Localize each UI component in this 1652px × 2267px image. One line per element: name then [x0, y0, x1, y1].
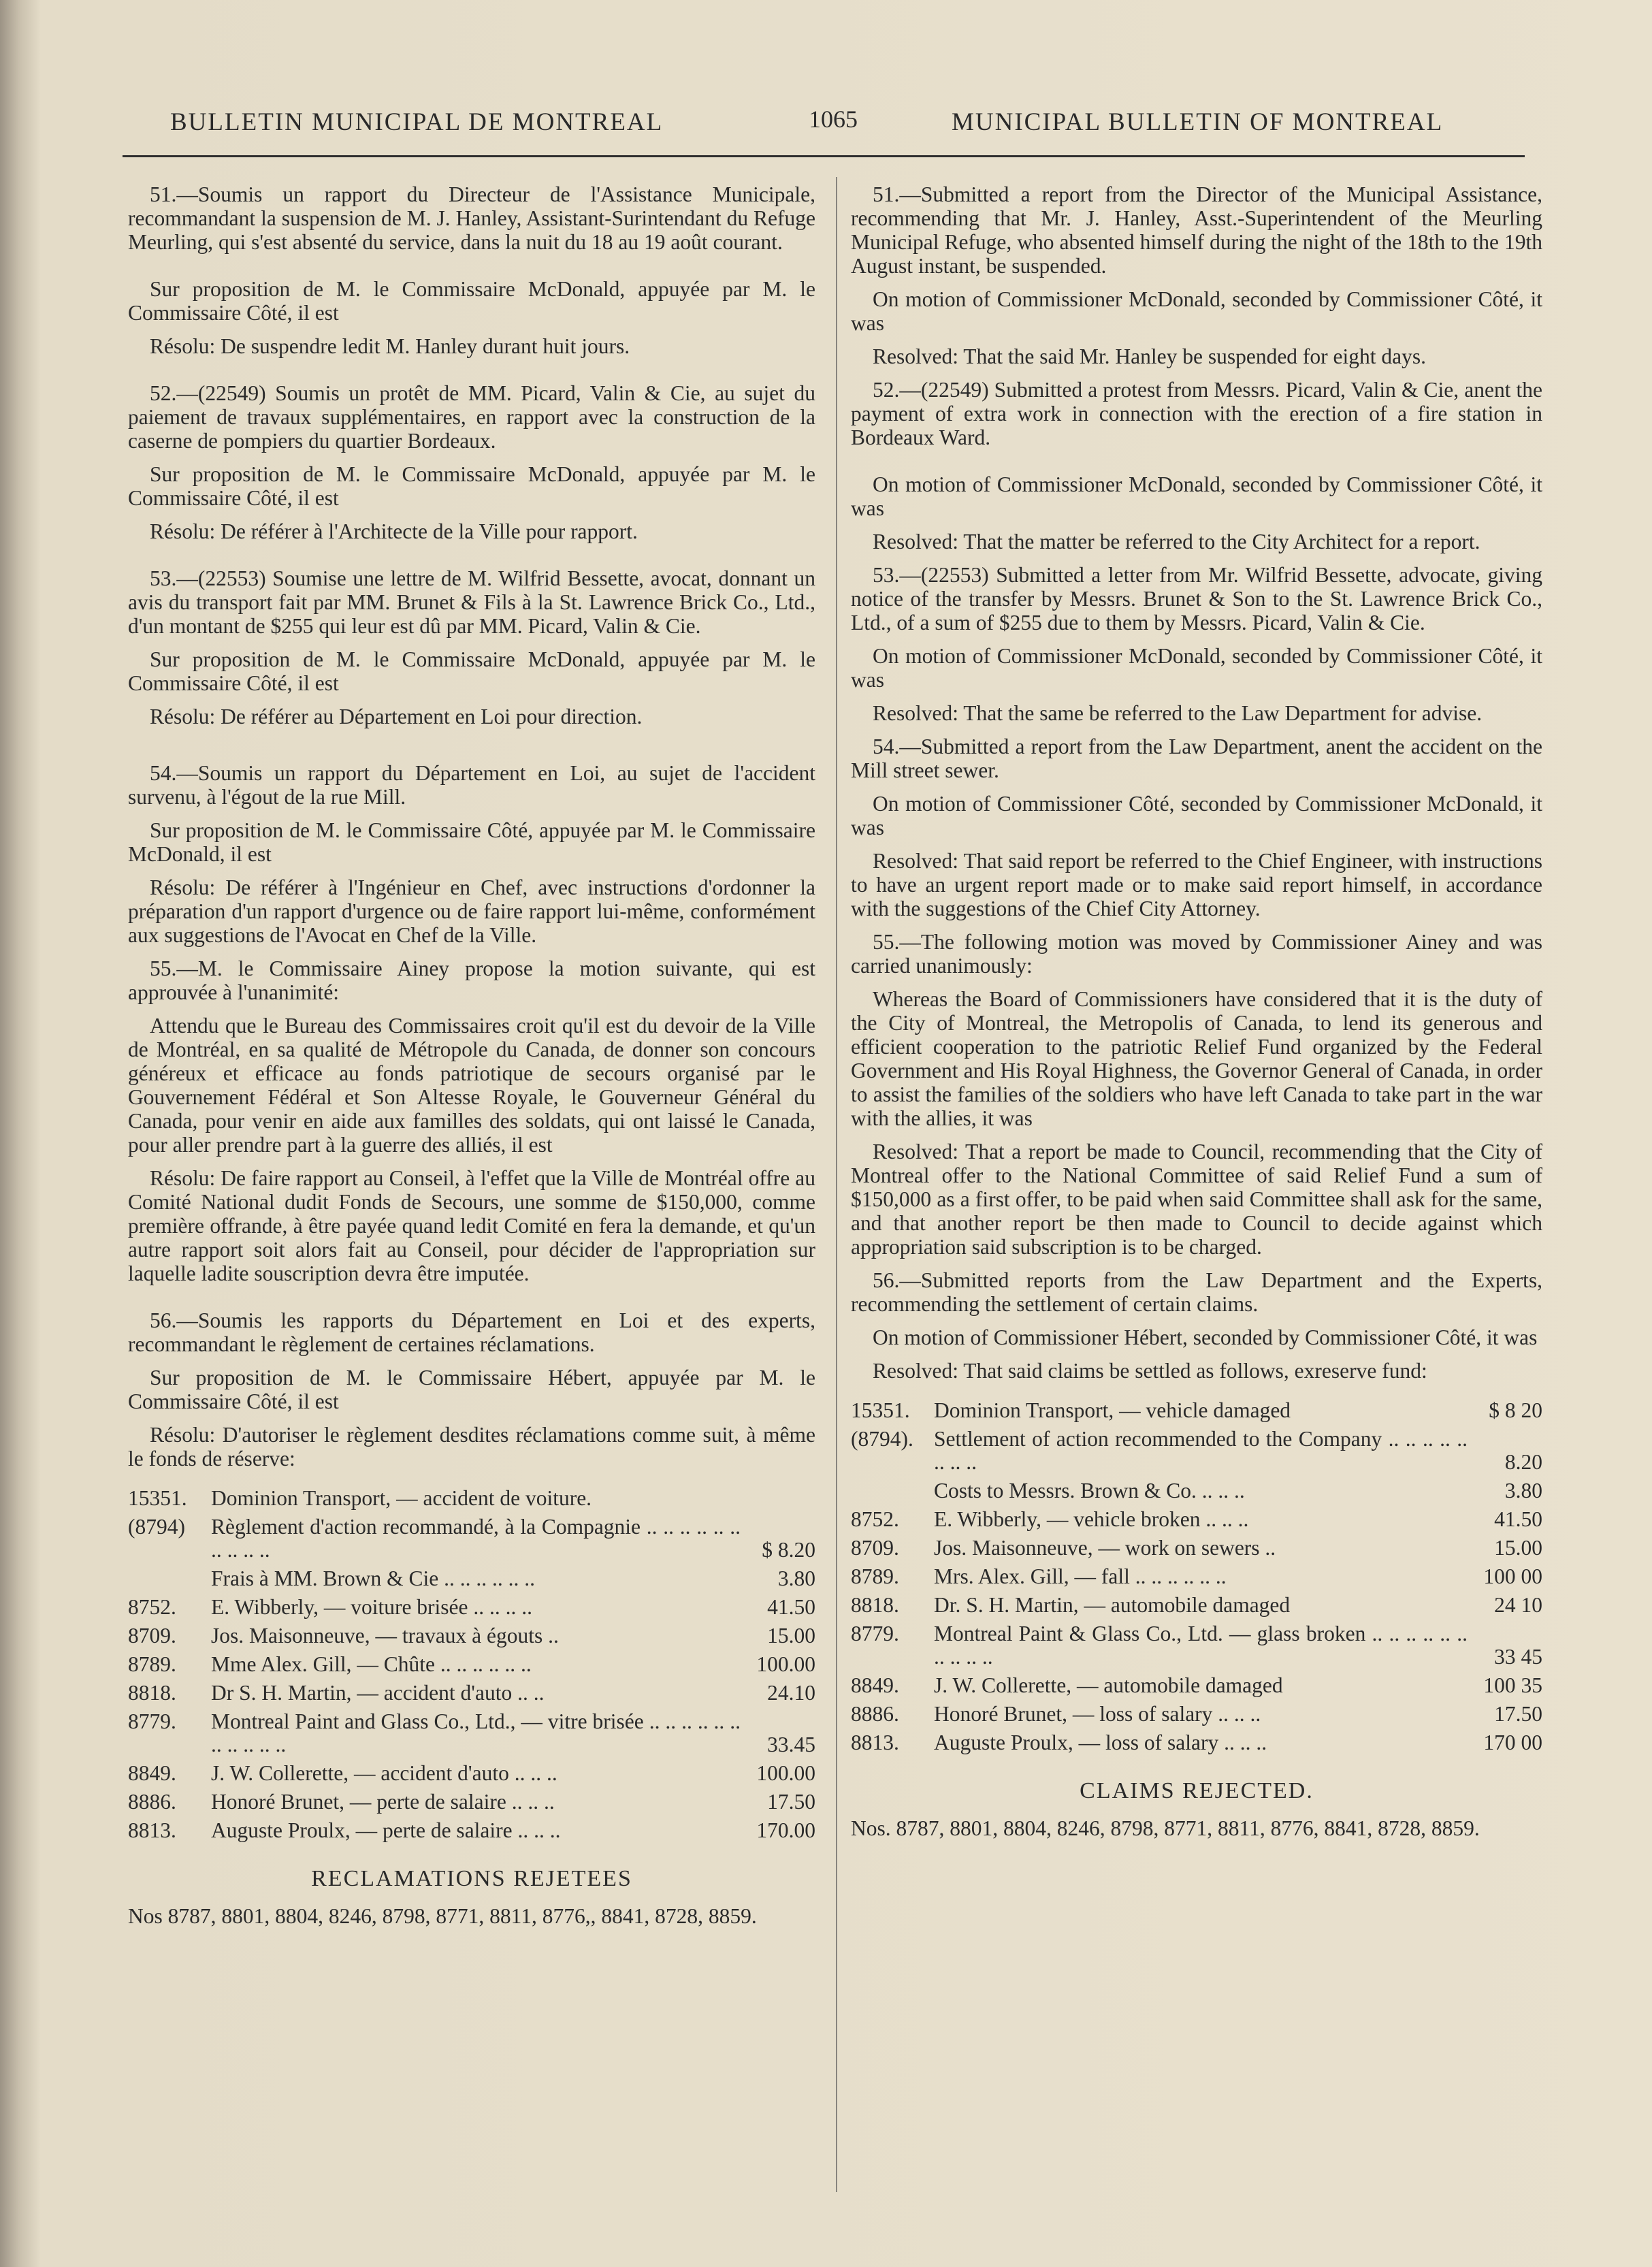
motion-56-fr: Sur proposition de M. le Commissaire Hébert, appuyée par M. le Commissaire Côté, il est [128, 1366, 815, 1413]
whereas-55-fr: Attendu que le Bureau des Commissaires croit qu'il est du devoir de la Ville de Montréal, en sa qualité de Métropole du Canada, de donner son concours généreux et efficace au fonds patriotique de secours organisé par le Gouvernement Fédéral et Son Altesse Royale, le Gouverneur Général du Canada, pour venir en aide aux familles des soldats, qui ont laissé le Canada, pour aller prendre part à la guerre des alliés, il est [128, 1014, 815, 1157]
claim-amount: 100 00 [1483, 1564, 1542, 1588]
claim-number: 8813. [851, 1731, 899, 1754]
claim-row [851, 1507, 1542, 1535]
claim-number: (8794) [128, 1515, 185, 1539]
motion-51-fr: Sur proposition de M. le Commissaire McDonald, appuyée par M. le Commissaire Côté, il est [128, 277, 815, 325]
claim-number: 8752. [851, 1507, 899, 1531]
claim-row [851, 1564, 1542, 1592]
claim-number: 8849. [851, 1673, 899, 1697]
claim-number [128, 1566, 211, 1594]
item-52-fr: 52.—(22549) Soumis un protêt de MM. Picard, Valin & Cie, au sujet du paiement de travaux supplémentaires, en rapport avec la construction de la caserne de pompiers du quartier Bordeaux. [128, 381, 815, 453]
claim-number: 8789. [128, 1652, 176, 1676]
resolution-54-fr: Résolu: De référer à l'Ingénieur en Chef, avec instructions d'ordonner la préparation d'un rapport d'urgence ou de faire rapport lui-même, conformément aux suggestions de l'Avocat en Chef de la Ville. [128, 875, 815, 947]
claim-number: 8886. [128, 1790, 176, 1814]
rejected-claims-heading-en: CLAIMS REJECTED. [1080, 1778, 1314, 1803]
claim-description: Auguste Proulx, — perte de salaire .. .. .. [211, 1818, 561, 1842]
claim-description: Settlement of action recommended to the Company .. .. .. .. .. .. .. .. [934, 1427, 1468, 1474]
claim-description: Mrs. Alex. Gill, — fall .. .. .. .. .. .. [934, 1564, 1227, 1588]
resolution-51-fr: Résolu: De suspendre ledit M. Hanley durant huit jours. [150, 334, 630, 358]
item-53-en: 53.—(22553) Submitted a letter from Mr. Wilfrid Bessette, advocate, giving notice of the transfer by Messrs. Brunet & Son to the St. Lawrence Brick Co., Ltd., of a sum of $255 due to them by Messrs. Picard, Valin & Cie. [851, 563, 1542, 634]
resolution-55-en: Resolved: That a report be made to Council, recommending that the City of Montreal offer to the National Committee of said Relief Fund a sum of $150,000 as a first offer, to be paid when said Committee shall ask for the same, and that another report be then made to Council to decide against which appropriation said subscription is to be charged. [851, 1140, 1542, 1259]
resolution-52-fr: Résolu: De référer à l'Architecte de la Ville pour rapport. [150, 519, 638, 543]
claim-amount: 8.20 [1504, 1450, 1542, 1474]
claim-amount: 17.50 [1494, 1702, 1542, 1726]
motion-54-fr: Sur proposition de M. le Commissaire Côté, appuyée par M. le Commissaire McDonald, il est [128, 818, 815, 866]
claim-description: Règlement d'action recommandé, à la Compagnie .. .. .. .. .. .. .. .. .. .. [211, 1515, 741, 1562]
claim-description: Montreal Paint and Glass Co., Ltd., — vitre brisée .. .. .. .. .. .. .. .. .. .. .. [211, 1709, 741, 1756]
claim-description: Mme Alex. Gill, — Chûte .. .. .. .. .. .. [211, 1652, 532, 1676]
claim-number: 8779. [851, 1622, 899, 1645]
claim-description: Dr. S. H. Martin, — automobile damaged [934, 1593, 1291, 1617]
motion-52-en: On motion of Commissioner McDonald, seconded by Commissioner Côté, it was [851, 472, 1542, 520]
claim-row [128, 1566, 815, 1594]
claim-row [851, 1398, 1542, 1426]
rejected-claims-heading-fr: RECLAMATIONS REJETEES [311, 1866, 632, 1891]
resolution-53-en: Resolved: That the same be referred to the Law Department for advise. [873, 701, 1483, 725]
claim-number: 8849. [128, 1761, 176, 1785]
page-header [0, 108, 1652, 148]
item-55-fr: 55.—M. le Commissaire Ainey propose la motion suivante, qui est approuvée à l'unanimité: [128, 956, 815, 1004]
claim-row [128, 1623, 815, 1652]
motion-51-en: On motion of Commissioner McDonald, seconded by Commissioner Côté, it was [851, 287, 1542, 335]
claim-amount: 24.10 [767, 1681, 815, 1705]
english-column [851, 182, 1542, 1840]
claim-amount: 33.45 [767, 1733, 815, 1756]
claim-number: 8813. [128, 1818, 176, 1842]
page-number: 1065 [809, 106, 858, 133]
item-51-fr: 51.—Soumis un rapport du Directeur de l'Assistance Municipale, recommandant la suspension de M. J. Hanley, Assistant-Surintendant du Refuge Meurling, qui s'est absenté du service, dans la nuit du 18 au 19 août courant. [128, 182, 815, 254]
resolution-53-fr: Résolu: De référer au Département en Loi pour direction. [150, 705, 643, 728]
claim-description: Montreal Paint & Glass Co., Ltd. — glass broken .. .. .. .. .. .. .. .. .. .. [934, 1622, 1468, 1669]
item-55-en: 55.—The following motion was moved by Commissioner Ainey and was carried unanimously: [851, 930, 1542, 978]
claim-amount: 3.80 [777, 1566, 815, 1590]
claim-row [128, 1680, 815, 1709]
item-56-fr: 56.—Soumis les rapports du Département en Loi et des experts, recommandant le règlement de certaines réclamations. [128, 1308, 815, 1356]
claim-amount: 41.50 [767, 1595, 815, 1619]
motion-53-fr: Sur proposition de M. le Commissaire McDonald, appuyée par M. le Commissaire Côté, il est [128, 647, 815, 695]
claim-number: 8789. [851, 1564, 899, 1588]
claim-row [851, 1592, 1542, 1621]
claim-description: Honoré Brunet, — loss of salary .. .. .. [934, 1702, 1261, 1726]
whereas-55-en: Whereas the Board of Commissioners have considered that it is the duty of the City of Montreal, the Metropolis of Canada, to lend its generous and efficient cooperation to the patriotic Relief Fund organized by the Federal Government and His Royal Highness, the Governor General of Canada, in order to assist the families of the soldiers who have left Canada to take part in the war with the allies, it was [851, 987, 1542, 1130]
claim-amount: 15.00 [767, 1624, 815, 1647]
item-54-fr: 54.—Soumis un rapport du Département en Loi, au sujet de l'accident survenu, à l'égout de la rue Mill. [128, 761, 815, 809]
item-54-en: 54.—Submitted a report from the Law Department, anent the accident on the Mill street sewer. [851, 735, 1542, 782]
item-56-en: 56.—Submitted reports from the Law Department and the Experts, recommending the settlement of certain claims. [851, 1268, 1542, 1316]
header-rule [123, 155, 1525, 157]
claim-number: 8752. [128, 1595, 176, 1619]
claim-number: 8886. [851, 1702, 899, 1726]
rejected-claims-list-fr: Nos 8787, 8801, 8804, 8246, 8798, 8771, 8811, 8776,, 8841, 8728, 8859. [128, 1904, 757, 1928]
claim-description: J. W. Collerette, — automobile damaged [934, 1673, 1283, 1697]
claim-description: J. W. Collerette, — accident d'auto .. .. .. [211, 1761, 557, 1785]
header-title-english: MUNICIPAL BULLETIN OF MONTREAL [952, 108, 1444, 136]
claim-amount: 17.50 [767, 1790, 815, 1814]
claim-description: E. Wibberly, — vehicle broken .. .. .. [934, 1507, 1249, 1531]
claim-description: Dominion Transport, — accident de voiture. [211, 1486, 592, 1510]
item-52-en: 52.—(22549) Submitted a protest from Messrs. Picard, Valin & Cie, anent the payment of extra work in connection with the erection of a fire station in Bordeaux Ward. [851, 378, 1542, 449]
motion-54-en: On motion of Commissioner Côté, seconded by Commissioner McDonald, it was [851, 792, 1542, 839]
claim-description: Dominion Transport, — vehicle damaged [934, 1398, 1291, 1422]
claim-description: Honoré Brunet, — perte de salaire .. .. .. [211, 1790, 555, 1814]
claim-row [128, 1514, 815, 1566]
claim-description: Costs to Messrs. Brown & Co. .. .. .. [934, 1479, 1245, 1502]
claim-row [128, 1818, 815, 1846]
claim-row [128, 1594, 815, 1623]
claim-description: Jos. Maisonneuve, — travaux à égouts .. [211, 1624, 559, 1647]
claim-number: 8709. [851, 1536, 899, 1560]
claim-row [128, 1760, 815, 1789]
claim-row [128, 1709, 815, 1760]
claim-number: 8709. [128, 1624, 176, 1647]
claim-row [851, 1426, 1542, 1478]
claim-amount: 41.50 [1494, 1507, 1542, 1531]
resolution-56-fr: Résolu: D'autoriser le règlement desdites réclamations comme suit, à même le fonds de réserve: [128, 1423, 815, 1470]
french-column [128, 182, 815, 1928]
claim-number: 15351. [128, 1486, 187, 1510]
claim-amount: 15.00 [1494, 1536, 1542, 1560]
claim-amount: $ 8 20 [1489, 1398, 1542, 1422]
motion-52-fr: Sur proposition de M. le Commissaire McDonald, appuyée par M. le Commissaire Côté, il est [128, 462, 815, 510]
motion-53-en: On motion of Commissioner McDonald, seconded by Commissioner Côté, it was [851, 644, 1542, 692]
claim-row [851, 1478, 1542, 1507]
claim-description: Auguste Proulx, — loss of salary .. .. .. [934, 1731, 1267, 1754]
claim-amount: 170.00 [756, 1818, 815, 1842]
claim-row [851, 1673, 1542, 1701]
claim-number: (8794). [851, 1427, 913, 1451]
claim-amount: 3.80 [1504, 1479, 1542, 1502]
resolution-54-en: Resolved: That said report be referred to the Chief Engineer, with instructions to have an urgent report made or to make said report himself, in accordance with the suggestions of the Chief City Attorney. [851, 849, 1542, 920]
claim-amount: $ 8.20 [762, 1538, 815, 1562]
claim-amount: 100.00 [756, 1761, 815, 1785]
rejected-claims-list-en: Nos. 8787, 8801, 8804, 8246, 8798, 8771, 8811, 8776, 8841, 8728, 8859. [851, 1816, 1480, 1840]
claim-description: Jos. Maisonneuve, — work on sewers .. [934, 1536, 1276, 1560]
claim-number: 8818. [851, 1593, 899, 1617]
resolution-56-en: Resolved: That said claims be settled as follows, exreserve fund: [873, 1359, 1427, 1383]
claim-amount: 170 00 [1483, 1731, 1542, 1754]
claim-amount: 33 45 [1494, 1645, 1542, 1669]
claim-number: 8818. [128, 1681, 176, 1705]
claim-number: 8779. [128, 1709, 176, 1733]
claims-table-en [851, 1398, 1542, 1758]
claim-number [851, 1478, 934, 1507]
claim-description: E. Wibberly, — voiture brisée .. .. .. .. [211, 1595, 533, 1619]
resolution-51-en: Resolved: That the said Mr. Hanley be suspended for eight days. [873, 344, 1427, 368]
claims-table-fr [128, 1485, 815, 1846]
claim-description: Dr S. H. Martin, — accident d'auto .. .. [211, 1681, 545, 1705]
item-51-en: 51.—Submitted a report from the Director of the Municipal Assistance, recommending that Mr. J. Hanley, Asst.-Superintendent of the Meurling Municipal Refuge, who absented himself during the night of the 18th to the 19th August instant, be suspended. [851, 182, 1542, 278]
column-divider [836, 177, 837, 2192]
claim-row [851, 1535, 1542, 1564]
item-53-fr: 53.—(22553) Soumise une lettre de M. Wilfrid Bessette, avocat, donnant un avis du transport fait par MM. Brunet & Fils à la St. Lawrence Brick Co., Ltd., d'un montant de $255 qui leur est dû par MM. Picard, Valin & Cie. [128, 566, 815, 638]
claim-row [851, 1701, 1542, 1730]
resolution-55-fr: Résolu: De faire rapport au Conseil, à l'effet que la Ville de Montréal offre au Comité National dudit Fonds de Secours, une somme de $150,000, comme première offrande, à être payée quand ledit Comité en fera la demande, et qu'un autre rapport soit alors fait au Conseil, pour décider de l'appropriation sur laquelle ladite souscription devra être imputée. [128, 1166, 815, 1285]
resolution-52-en: Resolved: That the matter be referred to the City Architect for a report. [873, 530, 1480, 553]
claim-row [851, 1621, 1542, 1673]
claim-row [128, 1485, 815, 1514]
claim-row [851, 1730, 1542, 1758]
claim-amount [741, 1485, 815, 1514]
claim-number: 15351. [851, 1398, 910, 1422]
header-title-french: BULLETIN MUNICIPAL DE MONTREAL [170, 108, 664, 136]
motion-56-en: On motion of Commissioner Hébert, seconded by Commissioner Côté, it was [873, 1325, 1538, 1349]
claim-description: Frais à MM. Brown & Cie .. .. .. .. .. .. [211, 1566, 535, 1590]
claim-amount: 100.00 [756, 1652, 815, 1676]
claim-amount: 24 10 [1494, 1593, 1542, 1617]
claim-row [128, 1789, 815, 1818]
claim-amount: 100 35 [1483, 1673, 1542, 1697]
claim-row [128, 1652, 815, 1680]
